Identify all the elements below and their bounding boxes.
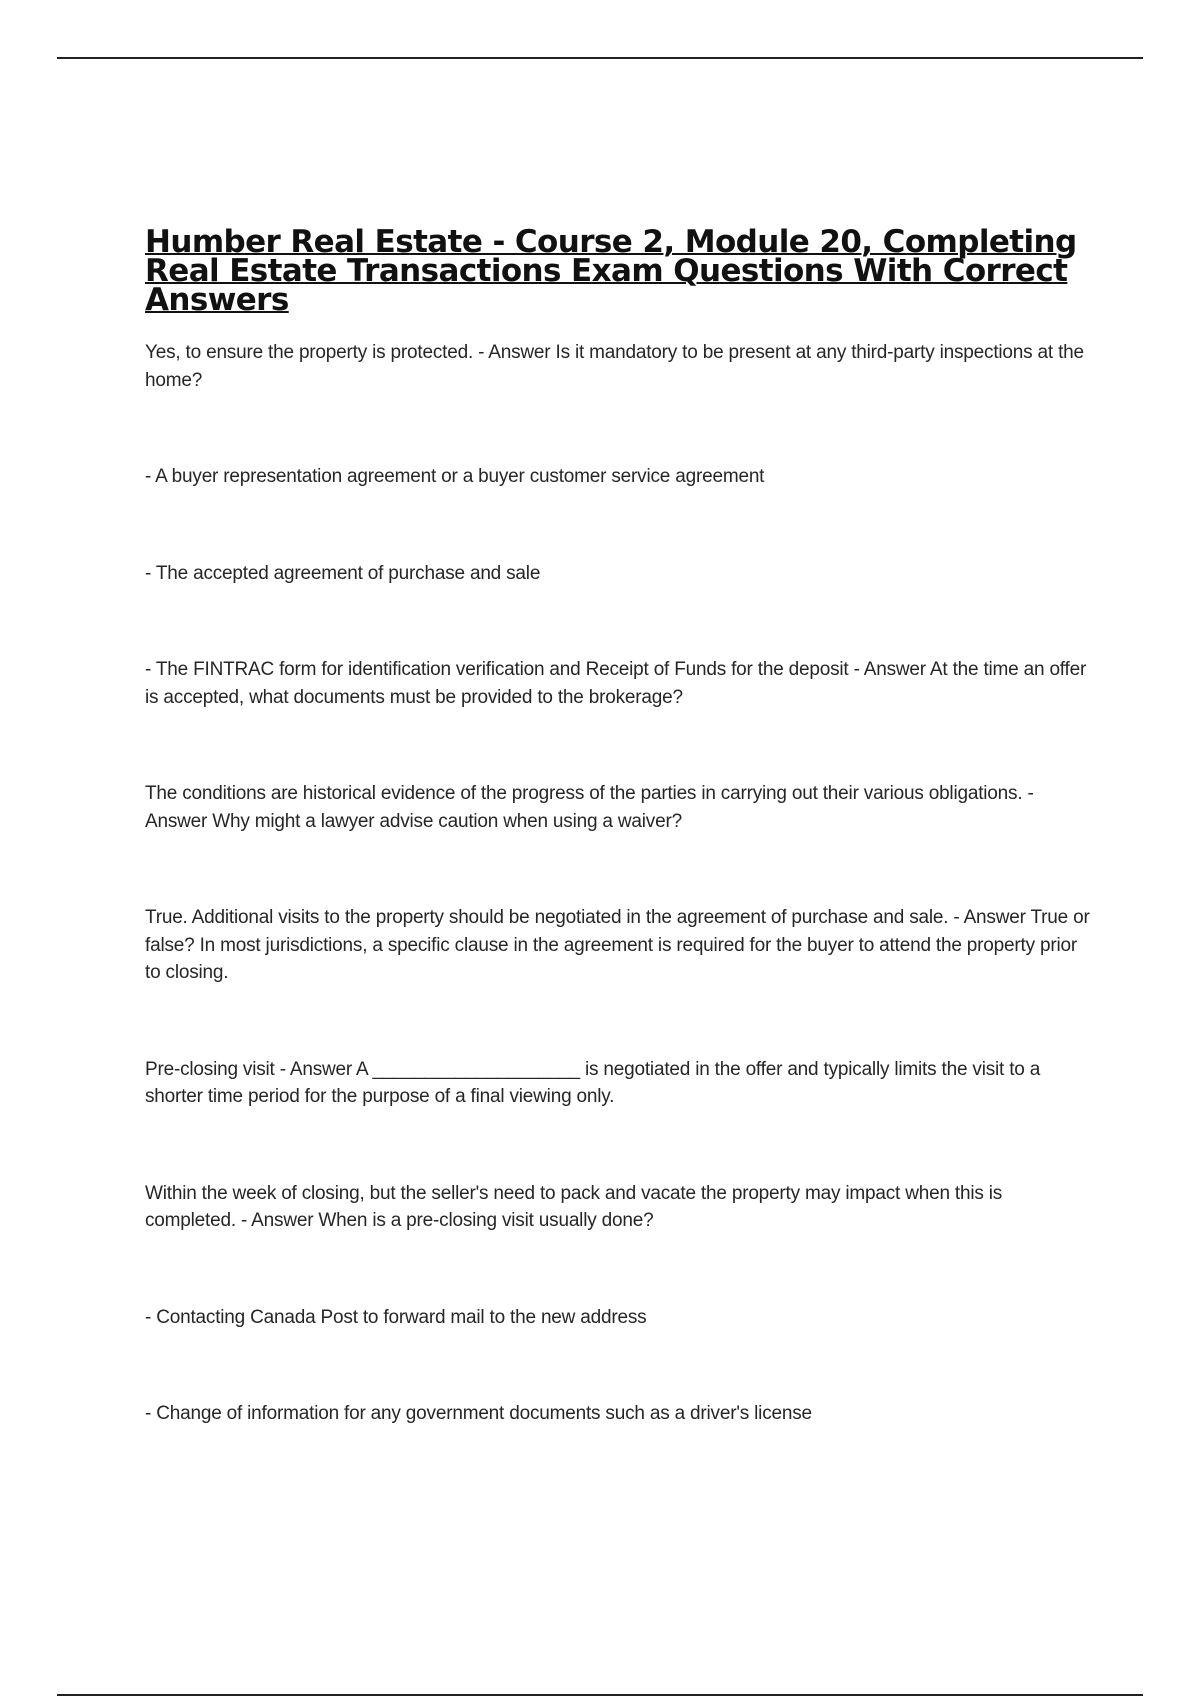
qa-entry: Pre-closing visit - Answer A ____________________ is negotiated in the offer and typically limits the visit to a shorter time period for the purpose of a final viewing only. (145, 1058, 1041, 1107)
qa-entry: - A buyer representation agreement or a buyer customer service agreement (145, 466, 765, 487)
qa-entry: - Change of information for any government documents such as a driver's license (145, 1403, 812, 1424)
qa-entry: Yes, to ensure the property is protected. - Answer Is it mandatory to be present at any third-party inspections at the home? (145, 342, 1084, 391)
qa-entry: - The FINTRAC form for identification verification and Receipt of Funds for the deposit - Answer At the time an offer is accepted, what documents must be provided to the brokerage? (145, 659, 1087, 708)
document-title: Humber Real Estate - Course 2, Module 20, Completing Real Estate Transactions Exam Questions With Correct Answers (145, 224, 1077, 318)
qa-entry: - The accepted agreement of purchase and sale (145, 562, 541, 584)
qa-entry: - Contacting Canada Post to forward mail to the new address (145, 1306, 647, 1328)
qa-entry: True. Additional visits to the property should be negotiated in the agreement of purchase and sale. - Answer True or false? In most jurisdictions, a specific clause in the agreement is required for the buyer to attend the property prior to closing. (145, 907, 1090, 983)
header-rule (57, 57, 1143, 59)
document-body (145, 224, 1090, 1428)
qa-entry: Within the week of closing, but the seller's need to pack and vacate the property may impact when this is completed. - Answer When is a pre-closing visit usually done? (145, 1182, 1003, 1231)
qa-entry: The conditions are historical evidence of the progress of the parties in carrying out their various obligations. - Answer Why might a lawyer advise caution when using a waiver? (145, 783, 1034, 832)
footer-rule (57, 1694, 1143, 1696)
qa-list (145, 339, 1090, 1428)
